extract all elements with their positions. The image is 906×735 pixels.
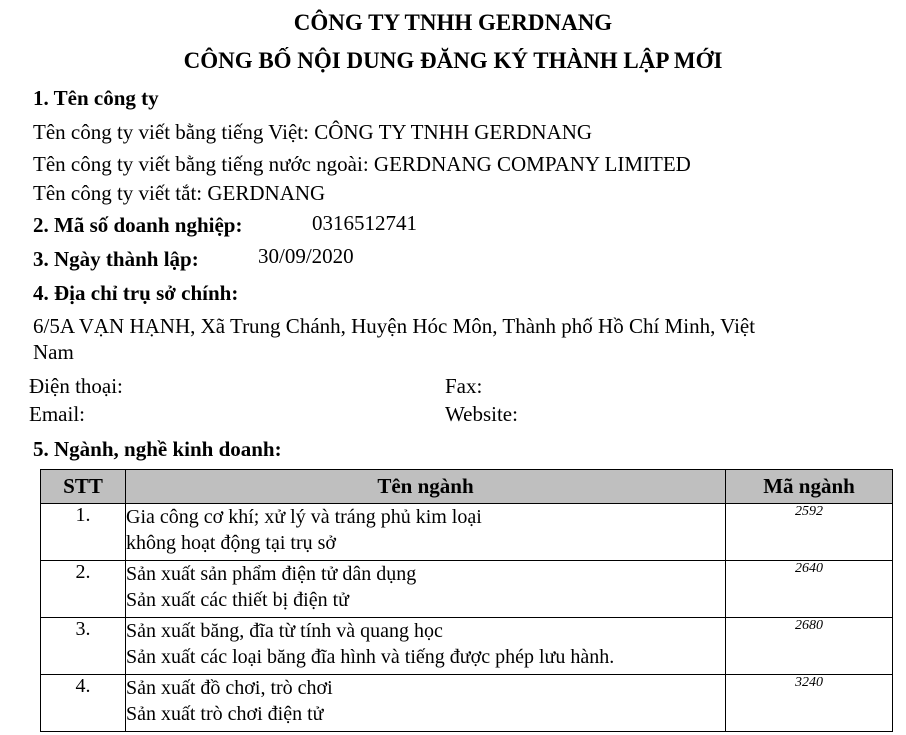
table-row [41,561,893,618]
row-stt: 4. [41,675,126,732]
address-line1: 6/5A VẠN HẠNH, Xã Trung Chánh, Huyện Hóc Môn, Thành phố Hồ Chí Minh, Việt [33,314,756,338]
row-name [126,504,726,561]
email-label: Email: [29,402,85,426]
row-stt: 3. [41,618,126,675]
short-name-line: Tên công ty viết tắt: GERDNANG [33,181,326,205]
row-name-line1: Sản xuất băng, đĩa từ tính và quang học [126,620,443,642]
row-name-line2: không hoạt động tại trụ sở [126,532,336,554]
row-name-line2: Sản xuất các loại băng đĩa hình và tiếng được phép lưu hành. [126,646,615,668]
section5-heading: 5. Ngành, nghề kinh doanh: [33,437,282,461]
founding-date-value: 30/09/2020 [258,244,354,268]
company-title: CÔNG TY TNHH GERDNANG [293,10,613,35]
address-line2: Nam [33,340,74,364]
enterprise-code-value: 0316512741 [312,211,417,235]
fax-label: Fax: [445,374,483,398]
row-name-line1: Sản xuất sản phẩm điện tử dân dụng [126,563,417,585]
column-header-stt: STT [41,470,126,504]
row-code: 2592 [726,504,893,561]
phone-label: Điện thoại: [29,374,123,398]
section4-heading: 4. Địa chỉ trụ sở chính: [33,281,239,305]
section1-heading: 1. Tên công ty [33,86,159,110]
section3-label: 3. Ngày thành lập: [33,247,199,271]
row-name [126,618,726,675]
announcement-title: CÔNG BỐ NỘI DUNG ĐĂNG KÝ THÀNH LẬP MỚI [183,48,723,73]
row-stt: 2. [41,561,126,618]
row-code: 3240 [726,675,893,732]
row-name-line2: Sản xuất trò chơi điện tử [126,703,324,725]
table-row [41,675,893,732]
table-header-row [41,470,893,504]
row-name [126,675,726,732]
row-name-line2: Sản xuất các thiết bị điện tử [126,589,349,611]
row-stt: 1. [41,504,126,561]
table-row [41,618,893,675]
row-name-line1: Gia công cơ khí; xử lý và tráng phủ kim loại [126,506,482,528]
foreign-name-line: Tên công ty viết bằng tiếng nước ngoài: GERDNANG COMPANY LIMITED [33,152,691,176]
row-name-line1: Sản xuất đồ chơi, trò chơi [126,677,333,699]
column-header-code: Mã ngành [726,470,893,504]
section2-label: 2. Mã số doanh nghiệp: [33,213,243,237]
vn-name-line: Tên công ty viết bằng tiếng Việt: CÔNG TY TNHH GERDNANG [33,120,593,144]
table-row [41,504,893,561]
business-lines-table [40,469,893,732]
row-code: 2640 [726,561,893,618]
row-name [126,561,726,618]
column-header-name: Tên ngành [126,470,726,504]
website-label: Website: [445,402,518,426]
row-code: 2680 [726,618,893,675]
